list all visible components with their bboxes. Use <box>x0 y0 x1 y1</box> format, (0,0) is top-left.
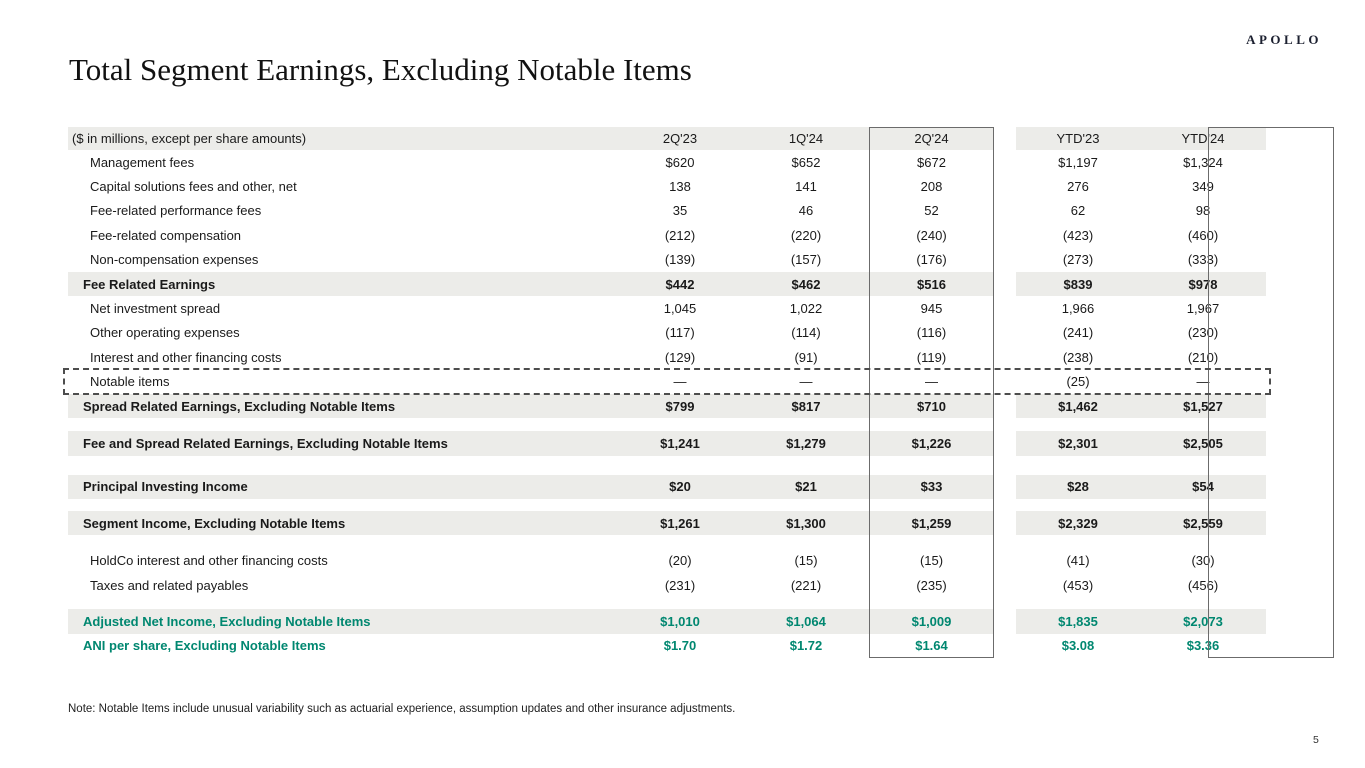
cell-value: (212) <box>664 227 696 243</box>
cell-value: $2,301 <box>1016 431 1140 455</box>
cell-value: (456) <box>1187 577 1219 593</box>
table-row <box>68 199 1266 223</box>
cell-value: (230) <box>1187 325 1219 341</box>
row-label: Capital solutions fees and other, net <box>90 179 297 195</box>
row-label: Segment Income, Excluding Notable Items <box>68 511 617 535</box>
row-label: Notable items <box>90 374 170 390</box>
cell-value: $20 <box>617 475 743 499</box>
table-row <box>68 475 1266 499</box>
row-label: HoldCo interest and other financing costs <box>90 553 328 569</box>
cell-value: $710 <box>869 394 994 418</box>
column-gap <box>994 174 1016 198</box>
row-spacer <box>68 418 1266 431</box>
cell-value: $3.36 <box>1186 638 1220 654</box>
cell-value: 1,045 <box>663 301 697 317</box>
cell-value: $672 <box>917 154 946 170</box>
cell-value: $1,261 <box>617 511 743 535</box>
cell-value: 349 <box>1192 179 1214 195</box>
cell-value: $978 <box>1140 272 1266 296</box>
table-row <box>68 272 1266 296</box>
cell-value: (238) <box>1062 349 1094 365</box>
cell-value: $1,300 <box>743 511 869 535</box>
cell-value: (41) <box>1066 553 1090 569</box>
row-label: Interest and other financing costs <box>90 349 282 365</box>
cell-value: $516 <box>869 272 994 296</box>
table-row <box>68 223 1266 247</box>
table-row <box>68 394 1266 418</box>
cell-value: $2,505 <box>1140 431 1266 455</box>
table-row <box>68 609 1266 633</box>
row-label: Net investment spread <box>90 301 221 317</box>
cell-value: (231) <box>664 577 696 593</box>
cell-value: $442 <box>617 272 743 296</box>
cell-value: $2,559 <box>1140 511 1266 535</box>
cell-value: 1Q'24 <box>743 127 869 150</box>
cell-value: (117) <box>665 325 695 341</box>
table-row <box>68 248 1266 272</box>
cell-value: — <box>799 374 813 390</box>
column-gap <box>994 511 1016 535</box>
table-row <box>68 174 1266 198</box>
cell-value: (240) <box>916 227 947 243</box>
cell-value: $839 <box>1016 272 1140 296</box>
cell-value: (220) <box>790 227 822 243</box>
cell-value: $1,462 <box>1016 394 1140 418</box>
cell-value: (129) <box>664 349 696 365</box>
page-number: 5 <box>1313 734 1319 746</box>
column-gap <box>994 573 1016 597</box>
cell-value: 46 <box>798 203 814 219</box>
cell-value: $462 <box>743 272 869 296</box>
cell-value: (139) <box>664 252 696 268</box>
cell-value: — <box>925 374 938 390</box>
slide-title: Total Segment Earnings, Excluding Notable Items <box>69 52 692 87</box>
cell-value: — <box>1196 374 1210 390</box>
cell-value: 98 <box>1195 203 1211 219</box>
cell-value: 52 <box>924 203 939 219</box>
cell-value: (20) <box>668 553 692 569</box>
cell-value: (119) <box>916 349 947 365</box>
row-spacer <box>68 499 1266 511</box>
row-label: Fee-related compensation <box>90 227 242 243</box>
column-gap <box>994 345 1016 369</box>
cell-value: $1.70 <box>663 638 697 654</box>
cell-value: (273) <box>1062 252 1094 268</box>
column-gap <box>994 248 1016 272</box>
row-spacer <box>68 597 1266 609</box>
cell-value: 208 <box>920 179 943 195</box>
row-label: Taxes and related payables <box>90 577 249 593</box>
cell-value: $1,279 <box>743 431 869 455</box>
cell-value: (210) <box>1187 349 1219 365</box>
row-spacer <box>68 535 1266 548</box>
cell-value: $652 <box>791 154 821 170</box>
cell-value: (25) <box>1066 374 1090 390</box>
cell-value: YTD'24 <box>1140 127 1266 150</box>
table-row <box>68 321 1266 345</box>
cell-value: (453) <box>1062 577 1094 593</box>
cell-value: $33 <box>869 475 994 499</box>
row-label: Non-compensation expenses <box>90 252 259 268</box>
table-row <box>68 511 1266 535</box>
cell-value: 62 <box>1070 203 1086 219</box>
cell-value: (114) <box>791 325 821 341</box>
cell-value: $2,073 <box>1140 609 1266 633</box>
cell-value: — <box>673 374 687 390</box>
table-row <box>68 431 1266 455</box>
footnote: Note: Notable Items include unusual variability such as actuarial experience, assumption updates and other insurance adjustments. <box>68 703 736 715</box>
cell-value: (221) <box>790 577 822 593</box>
cell-value: (15) <box>794 553 818 569</box>
row-label: Fee and Spread Related Earnings, Excluding Notable Items <box>68 431 617 455</box>
column-gap <box>994 127 1016 150</box>
cell-value: $1.72 <box>789 638 823 654</box>
column-gap <box>994 150 1016 174</box>
cell-value: $1,835 <box>1016 609 1140 633</box>
row-label: Adjusted Net Income, Excluding Notable Items <box>68 609 617 633</box>
cell-value: $817 <box>743 394 869 418</box>
cell-value: 1,022 <box>789 301 823 317</box>
earnings-table <box>68 127 1266 658</box>
row-label: ANI per share, Excluding Notable Items <box>83 638 326 654</box>
cell-value: $1,010 <box>617 609 743 633</box>
cell-value: 138 <box>669 179 691 195</box>
cell-value: $799 <box>617 394 743 418</box>
row-label: Principal Investing Income <box>68 475 617 499</box>
cell-value: $1,197 <box>1058 154 1098 170</box>
cell-value: (157) <box>790 252 822 268</box>
cell-value: $1,241 <box>617 431 743 455</box>
column-gap <box>994 321 1016 345</box>
cell-value: (235) <box>916 577 947 593</box>
cell-value: $2,329 <box>1016 511 1140 535</box>
column-gap <box>994 394 1016 418</box>
row-label: Other operating expenses <box>90 325 240 341</box>
cell-value: 35 <box>672 203 688 219</box>
table-row <box>68 634 1266 658</box>
row-label: Fee-related performance fees <box>90 203 262 219</box>
cell-value: $1,527 <box>1140 394 1266 418</box>
cell-value: 945 <box>920 301 943 317</box>
cell-value: 141 <box>795 179 817 195</box>
cell-value: (241) <box>1062 325 1094 341</box>
cell-value: $1,324 <box>1183 154 1223 170</box>
cell-value: 1,966 <box>1061 301 1095 317</box>
column-gap <box>994 272 1016 296</box>
cell-value: $1.64 <box>915 638 948 654</box>
column-gap <box>994 609 1016 633</box>
column-gap <box>994 475 1016 499</box>
table-row <box>68 548 1266 572</box>
table-row <box>68 150 1266 174</box>
column-gap <box>994 199 1016 223</box>
column-gap <box>994 370 1016 394</box>
apollo-logo: APOLLO <box>1246 32 1322 47</box>
table-header-label: ($ in millions, except per share amounts) <box>68 127 617 150</box>
cell-value: $21 <box>743 475 869 499</box>
cell-value: (116) <box>916 325 947 341</box>
cell-value: (333) <box>1187 252 1219 268</box>
cell-value: $28 <box>1016 475 1140 499</box>
cell-value: 276 <box>1067 179 1089 195</box>
table-row <box>68 345 1266 369</box>
cell-value: $1,259 <box>869 511 994 535</box>
row-label: Fee Related Earnings <box>68 272 617 296</box>
cell-value: $3.08 <box>1061 638 1095 654</box>
cell-value: 2Q'23 <box>617 127 743 150</box>
cell-value: (460) <box>1187 227 1219 243</box>
cell-value: (15) <box>919 553 944 569</box>
cell-value: 2Q'24 <box>869 127 994 150</box>
column-gap <box>994 431 1016 455</box>
cell-value: 1,967 <box>1186 301 1220 317</box>
cell-value: (176) <box>916 252 947 268</box>
table-row <box>68 296 1266 320</box>
cell-value: (30) <box>1191 553 1215 569</box>
table-row <box>68 370 1266 394</box>
column-gap <box>994 296 1016 320</box>
table-header-row <box>68 127 1266 150</box>
cell-value: $54 <box>1140 475 1266 499</box>
column-gap <box>994 548 1016 572</box>
table-row <box>68 573 1266 597</box>
cell-value: $620 <box>665 154 695 170</box>
row-label: Management fees <box>90 154 195 170</box>
cell-value: (91) <box>794 349 818 365</box>
row-label: Spread Related Earnings, Excluding Notable Items <box>68 394 617 418</box>
column-gap <box>994 634 1016 658</box>
cell-value: (423) <box>1062 227 1094 243</box>
cell-value: $1,009 <box>869 609 994 633</box>
column-gap <box>994 223 1016 247</box>
cell-value: $1,226 <box>869 431 994 455</box>
cell-value: YTD'23 <box>1016 127 1140 150</box>
row-spacer <box>68 456 1266 475</box>
cell-value: $1,064 <box>743 609 869 633</box>
